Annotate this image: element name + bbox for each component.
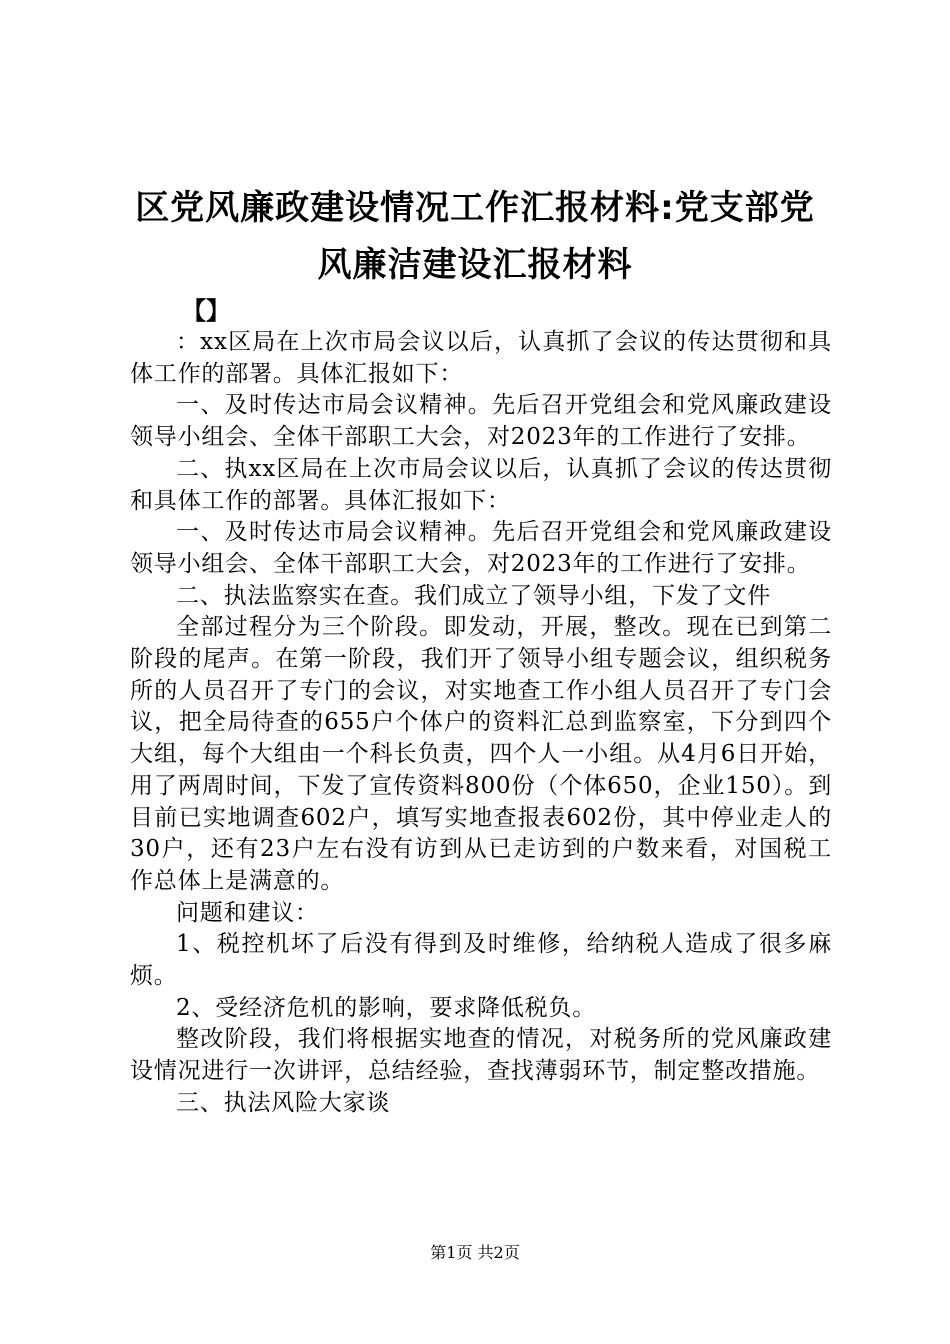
paragraph-4: 二、执法监察实在查。我们成立了领导小组，下发了文件 (176, 582, 771, 609)
paragraph-5: 全部过程分为三个阶段。即发动，开展，整改。现在已到第二阶段的尾声。在第一阶段，我们开了领导小组专题会议，组织税务所的人员召开了专门的会议，对实地查工作小组人员召开了专门会议，把全局待查的655户个体户的资料汇总到监察室，下分到四个大组，每个大组由一个科长负责，四个人一小组。从4月6日开始，用了两周时间，下发了宣传资料800份（个体650，企业150）。到目前已实地调查602户，填写实地查报表602份，其中停业走人的30户，还有23户左右没有访到从已走访到的户数来看，对国税工作总体上是满意的。 (130, 614, 832, 894)
paragraph-intro: ：xx区局在上次市局会议以后，认真抓了会议的传达贯彻和具体工作的部署。具体汇报如下： (130, 329, 832, 387)
paragraph-1: 一、及时传达市局会议精神。先后召开党组会和党风廉政建设领导小组会、全体干部职工大会，对2023年的工作进行了安排。 (130, 392, 832, 451)
paragraph-issue-1: 1、税控机坏了后没有得到及时维修，给纳税人造成了很多麻烦。 (130, 931, 832, 990)
page-footer: 第1页 共2页 (430, 1243, 520, 1262)
paragraph-section-3: 三、执法风险大家谈 (176, 1089, 391, 1116)
paragraph-rectification: 整改阶段，我们将根据实地查的情况，对税务所的党风廉政建设情况进行一次讲评，总结经验，查找薄弱环节，制定整改措施。 (130, 1026, 832, 1085)
paragraph-issues-heading: 问题和建议： (176, 899, 319, 926)
paragraph-3: 一、及时传达市局会议精神。先后召开党组会和党风廉政建设领导小组会、全体干部职工大会，对2023年的工作进行了安排。 (130, 519, 832, 577)
paragraph-2: 二、执xx区局在上次市局会议以后，认真抓了会议的传达贯彻和具体工作的部署。具体汇报如下： (130, 455, 832, 514)
document-body (130, 327, 832, 1120)
bracket-label: 【】 (182, 297, 230, 325)
paragraph-issue-2: 2、受经济危机的影响，要求降低税负。 (176, 994, 597, 1021)
document-title: 区党风廉政建设情况工作汇报材料:党支部党风廉洁建设汇报材料 (135, 188, 815, 285)
